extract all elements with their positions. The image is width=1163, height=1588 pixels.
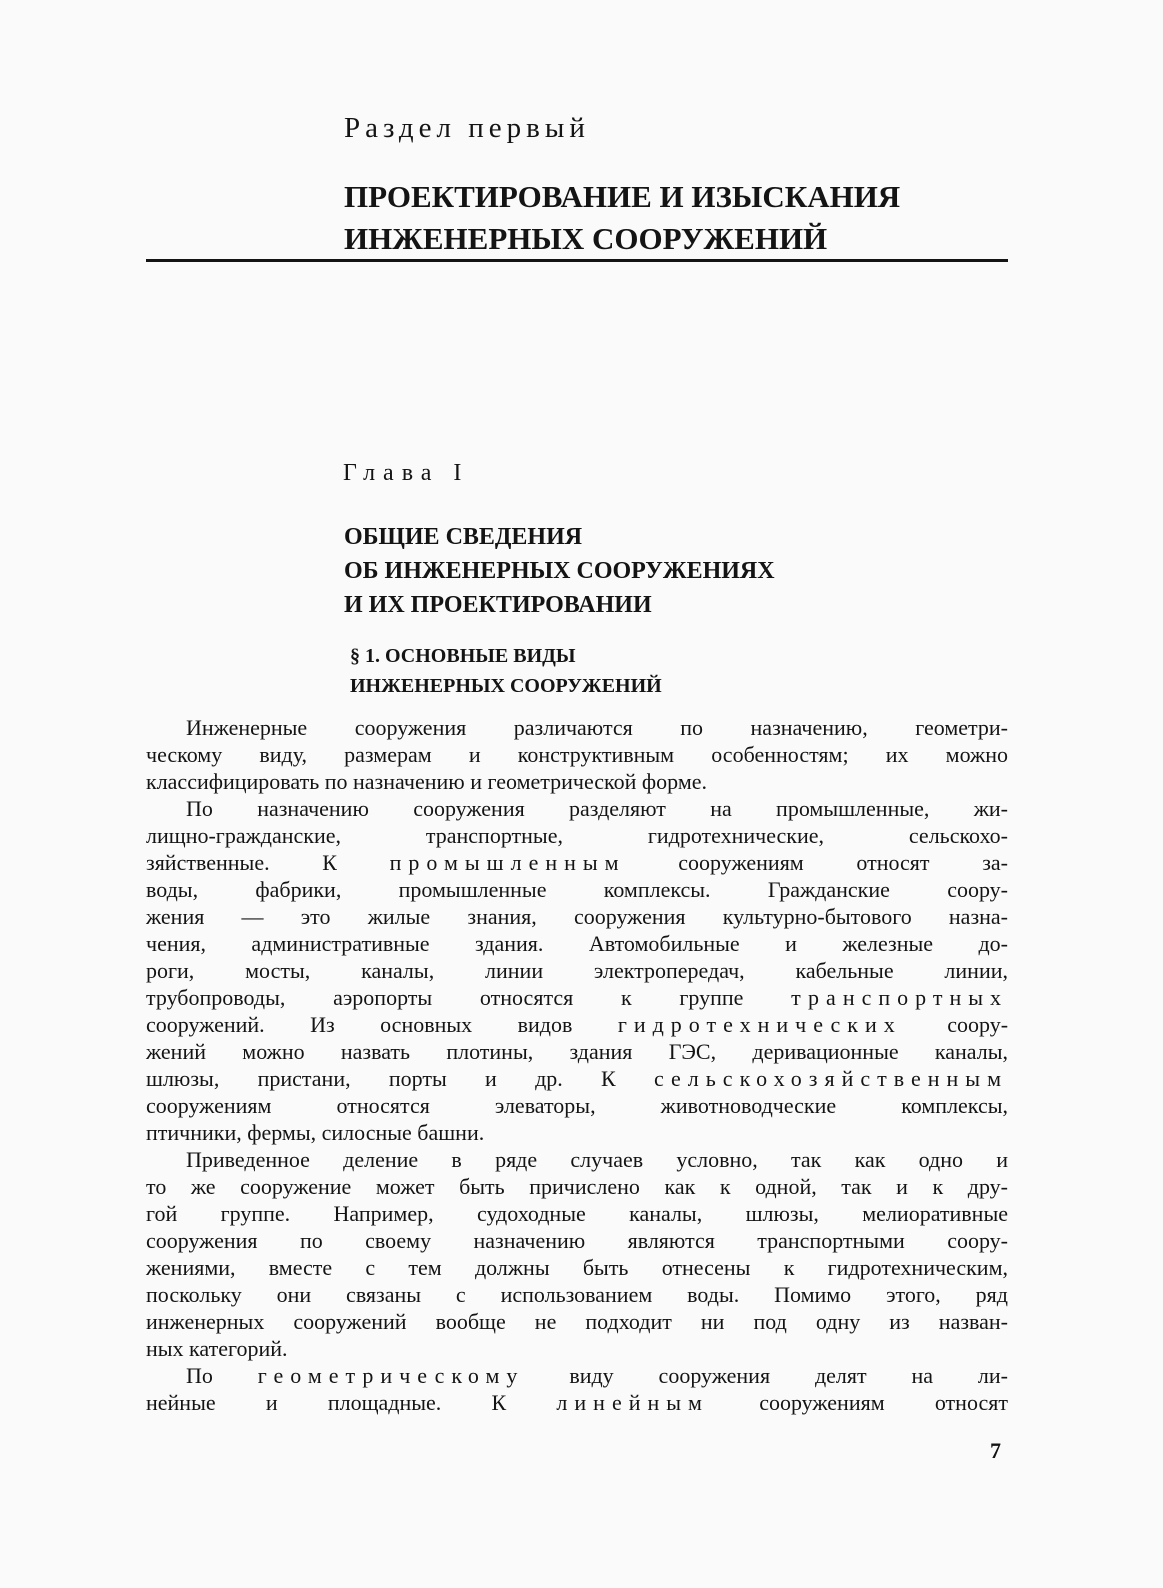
text-line: то же сооружение может быть причислено как к одной, так и к дру-	[146, 1174, 1008, 1199]
paragraph-heading-line: § 1. ОСНОВНЫЕ ВИДЫ	[350, 645, 576, 667]
text-run: По	[186, 1363, 213, 1388]
text-line: ных категорий.	[146, 1336, 288, 1361]
text-run: сооружениям относят за-	[678, 850, 1008, 875]
chapter-title-line: ОБ ИНЖЕНЕРНЫХ СООРУЖЕНИЯХ	[344, 558, 775, 584]
section-title-line: ИНЖЕНЕРНЫХ СООРУЖЕНИЙ	[344, 221, 828, 256]
text-line: Приведенное деление в ряде случаев условно, так как одно и	[186, 1147, 1008, 1172]
text-line: Инженерные сооружения различаются по назначению, геометри-	[186, 715, 1008, 740]
emphasized-term: гидротехнических	[617, 1012, 902, 1037]
page-number: 7	[990, 1438, 1001, 1463]
text-run: зяйственные. К	[146, 850, 337, 875]
text-line: ческому виду, размерам и конструктивным особенностям; их можно	[146, 742, 1008, 767]
text-run: шлюзы, пристани, порты и др. К	[146, 1066, 616, 1091]
text-line: воды, фабрики, промышленные комплексы. Гражданские соору-	[146, 877, 1008, 902]
section-label: Раздел первый	[344, 112, 590, 144]
chapter-title-line: ОБЩИЕ СВЕДЕНИЯ	[344, 524, 583, 550]
section-divider	[146, 259, 1008, 262]
chapter-title-line: И ИХ ПРОЕКТИРОВАНИИ	[344, 592, 652, 618]
section-title-line: ПРОЕКТИРОВАНИЕ И ИЗЫСКАНИЯ	[344, 179, 901, 214]
body-text	[146, 714, 1008, 1416]
emphasized-term: линейным	[556, 1390, 709, 1415]
text-line: жений можно назвать плотины, здания ГЭС, деривационные каналы,	[146, 1039, 1008, 1064]
emphasized-term: сельскохозяйственным	[654, 1066, 1008, 1091]
text-line	[146, 984, 1008, 1011]
text-run: сооружениям относят	[759, 1390, 1008, 1415]
text-line: сооружениям относятся элеваторы, животноводческие комплексы,	[146, 1093, 1008, 1118]
text-run: виду сооружения делят на ли-	[569, 1363, 1009, 1388]
text-line	[146, 1362, 1008, 1389]
text-line: роги, мосты, каналы, линии электропередач, кабельные линии,	[146, 958, 1008, 983]
paragraph-heading-line: ИНЖЕНЕРНЫХ СООРУЖЕНИЙ	[350, 675, 662, 697]
emphasized-term: транспортных	[791, 985, 1009, 1010]
text-line: гой группе. Например, судоходные каналы, шлюзы, мелиоративные	[146, 1201, 1008, 1226]
section-title	[344, 176, 900, 260]
emphasized-term: промышленным	[389, 850, 626, 875]
text-run: сооружений. Из основных видов	[146, 1012, 573, 1037]
chapter-label: Глава I	[343, 460, 470, 486]
text-line	[146, 1011, 1008, 1038]
emphasized-term: геометрическому	[257, 1363, 525, 1388]
text-line	[146, 1065, 1008, 1092]
text-line: птичники, фермы, силосные башни.	[146, 1120, 485, 1145]
text-line: жения — это жилые знания, сооружения культурно-бытового назна-	[146, 904, 1008, 929]
text-line	[146, 1389, 1008, 1416]
text-line: лищно-гражданские, транспортные, гидротехнические, сельскохо-	[146, 823, 1008, 848]
text-line: инженерных сооружений вообще не подходит ни под одну из назван-	[146, 1309, 1008, 1334]
text-run: трубопроводы, аэропорты относятся к группе	[146, 985, 744, 1010]
text-line: чения, административные здания. Автомобильные и железные до-	[146, 931, 1008, 956]
paragraph-heading	[350, 641, 662, 701]
chapter-title	[344, 520, 775, 622]
text-line	[146, 849, 1008, 876]
text-line: По назначению сооружения разделяют на промышленные, жи-	[186, 796, 1008, 821]
text-line: сооружения по своему назначению являются транспортными соору-	[146, 1228, 1008, 1253]
text-run: нейные и площадные. К	[146, 1390, 507, 1415]
text-line: классифицировать по назначению и геометрической форме.	[146, 769, 708, 794]
text-line: жениями, вместе с тем должны быть отнесены к гидротехническим,	[146, 1255, 1008, 1280]
text-line: поскольку они связаны с использованием воды. Помимо этого, ряд	[146, 1282, 1008, 1307]
text-run: соору-	[947, 1012, 1009, 1037]
